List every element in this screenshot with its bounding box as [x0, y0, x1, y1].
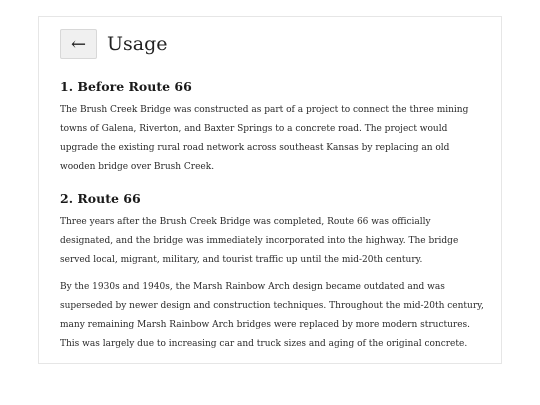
section-before-route-66 [60, 79, 485, 177]
article-content [60, 79, 485, 362]
page-header [60, 29, 168, 59]
section-paragraph: The Brush Creek Bridge was constructed as part of a project to connect the three mining towns of Galena, Riverton, and Baxter Springs to a concrete road. The project would upgrade the existing rural road network across southeast Kansas by replacing an old wooden bridge over Brush Creek. [60, 105, 469, 172]
section-paragraph: Three years after the Brush Creek Bridge was completed, Route 66 was officially designated, and the bridge was immediately incorporated into the highway. The bridge served local, migrant, military, and tourist traffic up until the mid-20th century. [60, 217, 459, 265]
back-arrow-icon: ← [70, 33, 87, 55]
section-route-66 [60, 191, 485, 354]
section-paragraph: By the 1930s and 1940s, the Marsh Rainbow Arch design became outdated and was superseded by newer design and construction techniques. Throughout the mid-20th century, many remaining Marsh Rainbow Arch bridges were replaced by more modern structures. This was largely due to increasing car and truck sizes and aging of the original concrete. [60, 282, 484, 349]
section-heading: 2. Route 66 [60, 191, 141, 206]
page-title: Usage [107, 33, 168, 55]
section-heading: 1. Before Route 66 [60, 79, 192, 94]
back-button[interactable] [60, 29, 97, 59]
content-card [38, 16, 502, 364]
